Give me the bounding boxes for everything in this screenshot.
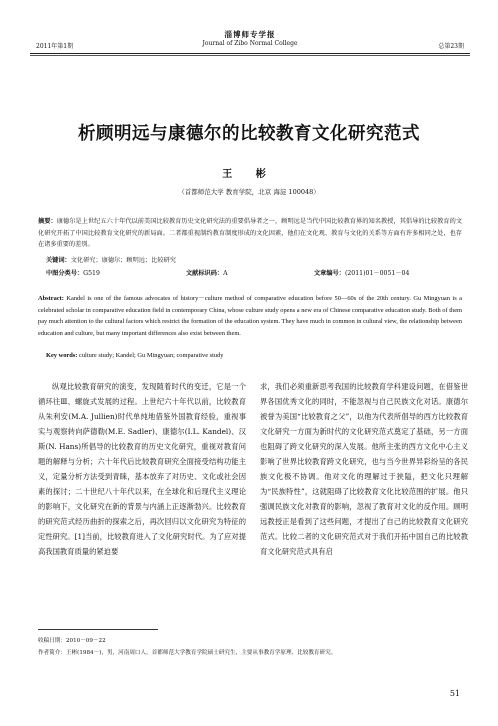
journal-name-en: Journal of Zibo Normal College bbox=[202, 40, 298, 47]
header-rule-thin bbox=[30, 55, 470, 56]
keywords-chinese bbox=[46, 255, 176, 264]
issue-left: 2011年第1期 bbox=[36, 43, 74, 50]
running-header bbox=[30, 28, 470, 56]
received-date: 收稿日期：2010－09－22 bbox=[38, 638, 106, 644]
keywords-en-label: Key words: bbox=[46, 352, 78, 359]
keywords-english bbox=[46, 352, 224, 359]
article-title: 析顾明远与康德尔的比较教育文化研究范式 bbox=[78, 124, 420, 144]
doc-code: 文献标识码：A bbox=[186, 270, 228, 277]
article-number: 文章编号：(2011)01－0051－04 bbox=[314, 270, 410, 277]
body-column-left: 纵观比较教育研究的演变，发现随着时代的变迁，它是一个循环往Ⅲ、螺旋式发展的过程。上世纪六十年代以前，比较教育从朱利安(M.A. Jullien)时代单纯地借鉴外国教育经验，重视事实与观察转向萨德勒(M.E. Sadler)、康德尔(I.L. Kandel)、汉斯(N. Hans)所倡导的比较教育的历史文化研究，重视对教育问题的解释与分析；六十年代后比较教育研究全面接受结构功能主义，定量分析方法受到青睐，基本放弃了对历史、文化或社会因素的探讨；二十世纪八十年代以来，在全球化和后现代主义理论的影响下，文化研究在新的背景与内涵上正逐渐勃兴。比较教育的研究范式经历曲折的探索之后，再次回归以文化研究为特征的定性研究。[1]当前，比较教育进入了文化研究时代。为了应对提高我国教育质量的紧迫要 bbox=[38, 382, 246, 556]
keywords-cn-text: 文化研究；康德尔；顾明远；比较研究 bbox=[70, 257, 176, 264]
abstract-en-text: Kandel is one of the famous advocates of history－culture method of comparative education before 50—60s of the 20th century. Gu Mingyuan is a celebrated scholar in comparative education field in contemporary China, whose culture study opens a new era of Chinese comparative education study. Both of them pay much attention to the cultural factors which restrict the formation of the education system. They have much in common in cultural view, the relationship between education and culture, but many important differences also exist between them. bbox=[38, 295, 462, 337]
clc-code: 中图分类号：G519 bbox=[46, 270, 100, 277]
keywords-en-text: culture study; Kandel; Gu Mingyuan; comparative study bbox=[77, 352, 224, 359]
footnote-rule bbox=[38, 629, 158, 630]
author-affiliation: （首都师范大学 教育学院，北京 海淀 100048） bbox=[178, 188, 320, 196]
header-rule bbox=[30, 53, 470, 54]
abstract-english bbox=[38, 293, 462, 339]
abstract-cn-text: 康德尔是上世纪五六十年代以前美国比较教育历史文化研究法的重要倡导者之一，顾明远是当代中国比较教育界的知名教授，其倡导的比较教育的文化研究开拓了中国比较教育文化研究的新局面。二者都重视制约教育制度形成的文化因素，他们在文化观、教育与文化的关系等方面有许多相同之处，也存在诸多重要的差别。 bbox=[38, 218, 463, 248]
keywords-cn-label: 关键词： bbox=[46, 257, 71, 264]
journal-name: 淄博师专学报 bbox=[224, 30, 276, 39]
issue-right: 总第23期 bbox=[438, 43, 464, 50]
page-number: 51 bbox=[449, 689, 460, 698]
author-bio: 作者简介：王彬(1984－)，男，河南周口人，首都师范大学教育学院硕士研究生，主要从事教育学原理、比较教育研究。 bbox=[38, 650, 337, 656]
author-name: 王 彬 bbox=[222, 169, 276, 180]
abstract-cn-label: 摘要： bbox=[38, 218, 57, 225]
abstract-chinese bbox=[38, 216, 462, 251]
abstract-en-label: Abstract: bbox=[38, 295, 64, 302]
body-column-right: 求，我们必须重新思考我国的比较教育学科建设问题，在借鉴世界各国优秀文化的同时，不能忽视与自己民族文化对话。康德尔被誉为美国“比较教育之父”，以他为代表所倡导的西方比较教育文化研究一方面为新时代的文化研究范式奠定了基础，另一方面也阻碍了跨文化研究的深入发展。他所主张的西方文化中心主义影响了世界比较教育跨文化研究，也与当今世界异彩纷呈的各民族文化极不协调。他对文化的理解过于狭隘，把文化只理解为“民族特性”，这就阻碍了比较教育文化比较范围的扩展。他只强调民族文化对教育的影响，忽视了教育对文化的反作用。顾明远教授正是看到了这些问题，才提出了自己的比较教育文化研究范式。比较二者的文化研究范式对于我们开拓中国自己的比较教育文化研究范式具有启 bbox=[260, 382, 468, 556]
